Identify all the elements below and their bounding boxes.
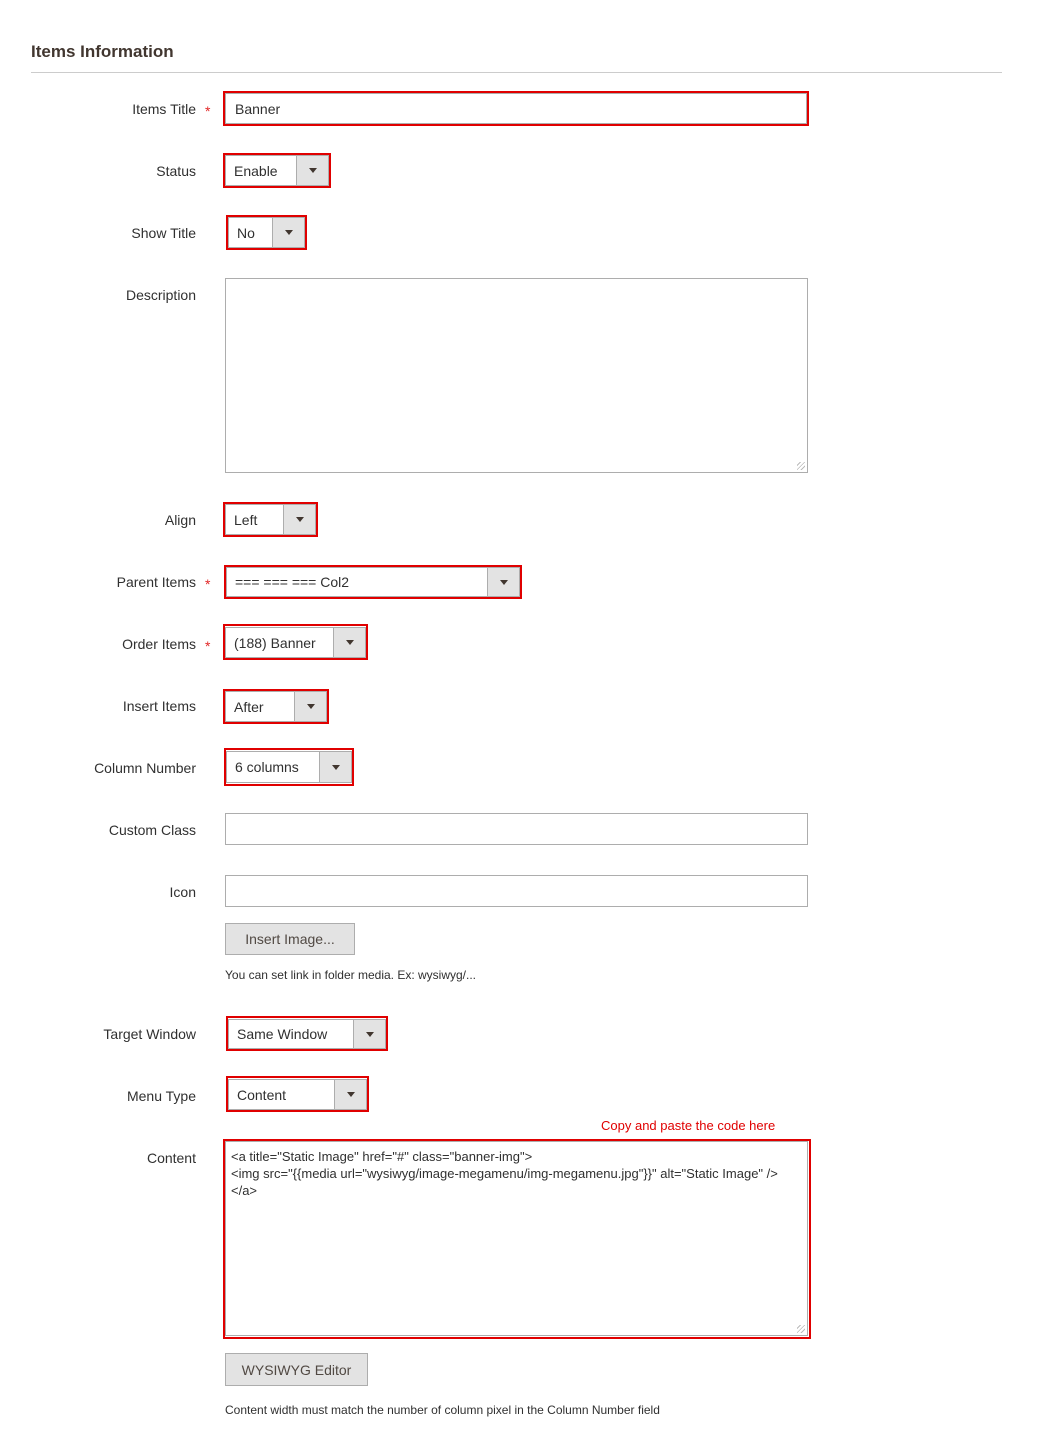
insert-image-button[interactable]: Insert Image... [225, 923, 355, 955]
target-window-select-value: Same Window [237, 1026, 328, 1042]
chevron-down-icon [296, 156, 328, 185]
content-note: Content width must match the number of column pixel in the Column Number field [225, 1403, 660, 1417]
chevron-down-icon [272, 218, 304, 247]
icon-note: You can set link in folder media. Ex: wysiwyg/... [225, 968, 477, 982]
align-select[interactable] [225, 504, 316, 535]
order-items-required-mark: * [205, 638, 211, 654]
column-number-select[interactable] [226, 751, 352, 783]
order-items-select-value: (188) Banner [234, 634, 316, 651]
chevron-down-icon [333, 628, 365, 657]
wysiwyg-editor-button[interactable]: WYSIWYG Editor [225, 1353, 368, 1386]
items-title-required-mark: * [205, 103, 211, 119]
order-items-select[interactable] [225, 627, 366, 658]
chevron-down-icon [319, 752, 351, 782]
target-window-label: Target Window [103, 1026, 196, 1042]
parent-items-select-value: === === === Col2 [235, 574, 350, 590]
column-number-label: Column Number [94, 760, 196, 776]
align-label: Align [164, 512, 196, 528]
content-hint: Copy and paste the code here [601, 1118, 776, 1133]
show-title-select-value: No [237, 224, 255, 241]
content-textarea-value: <a title="Static Image" href="#" class="banner-img"> <img src="{{media url="wysiwyg/image-megamenu/img-megamenu.jpg"}}" alt="Static Image" /> </a> [231, 1149, 778, 1198]
menu-type-select[interactable] [228, 1079, 367, 1110]
description-textarea[interactable] [225, 278, 808, 473]
menu-type-select-value: Content [237, 1086, 287, 1103]
custom-class-input[interactable] [225, 813, 808, 845]
resize-handle-icon[interactable] [797, 462, 805, 470]
target-window-select[interactable] [228, 1019, 386, 1049]
items-title-label: Items Title [132, 101, 196, 117]
chevron-down-icon [294, 692, 326, 721]
status-select-value: Enable [234, 162, 278, 179]
section-divider [31, 72, 1002, 73]
chevron-down-icon [353, 1020, 385, 1048]
section-title: Items Information [31, 42, 174, 61]
chevron-down-icon [283, 505, 315, 534]
align-select-value: Left [234, 511, 258, 528]
chevron-down-icon [487, 568, 519, 596]
column-number-select-value: 6 columns [235, 759, 299, 775]
parent-items-select[interactable] [226, 567, 520, 597]
custom-class-label: Custom Class [108, 822, 196, 838]
insert-items-select-value: After [234, 698, 264, 715]
description-label: Description [125, 287, 196, 303]
insert-items-select[interactable] [225, 691, 327, 722]
parent-items-required-mark: * [205, 576, 211, 592]
parent-items-label: Parent Items [116, 574, 196, 590]
items-title-input[interactable]: Banner [225, 93, 807, 124]
icon-input[interactable] [225, 875, 808, 907]
order-items-label: Order Items [122, 636, 196, 652]
icon-label: Icon [169, 884, 196, 900]
show-title-select[interactable] [228, 217, 305, 248]
chevron-down-icon [334, 1080, 366, 1109]
status-label: Status [156, 163, 196, 179]
status-select[interactable] [225, 155, 329, 186]
content-label: Content [146, 1150, 196, 1166]
show-title-label: Show Title [131, 225, 196, 241]
resize-handle-icon[interactable] [797, 1325, 805, 1333]
menu-type-label: Menu Type [126, 1088, 196, 1104]
insert-items-label: Insert Items [122, 698, 196, 714]
